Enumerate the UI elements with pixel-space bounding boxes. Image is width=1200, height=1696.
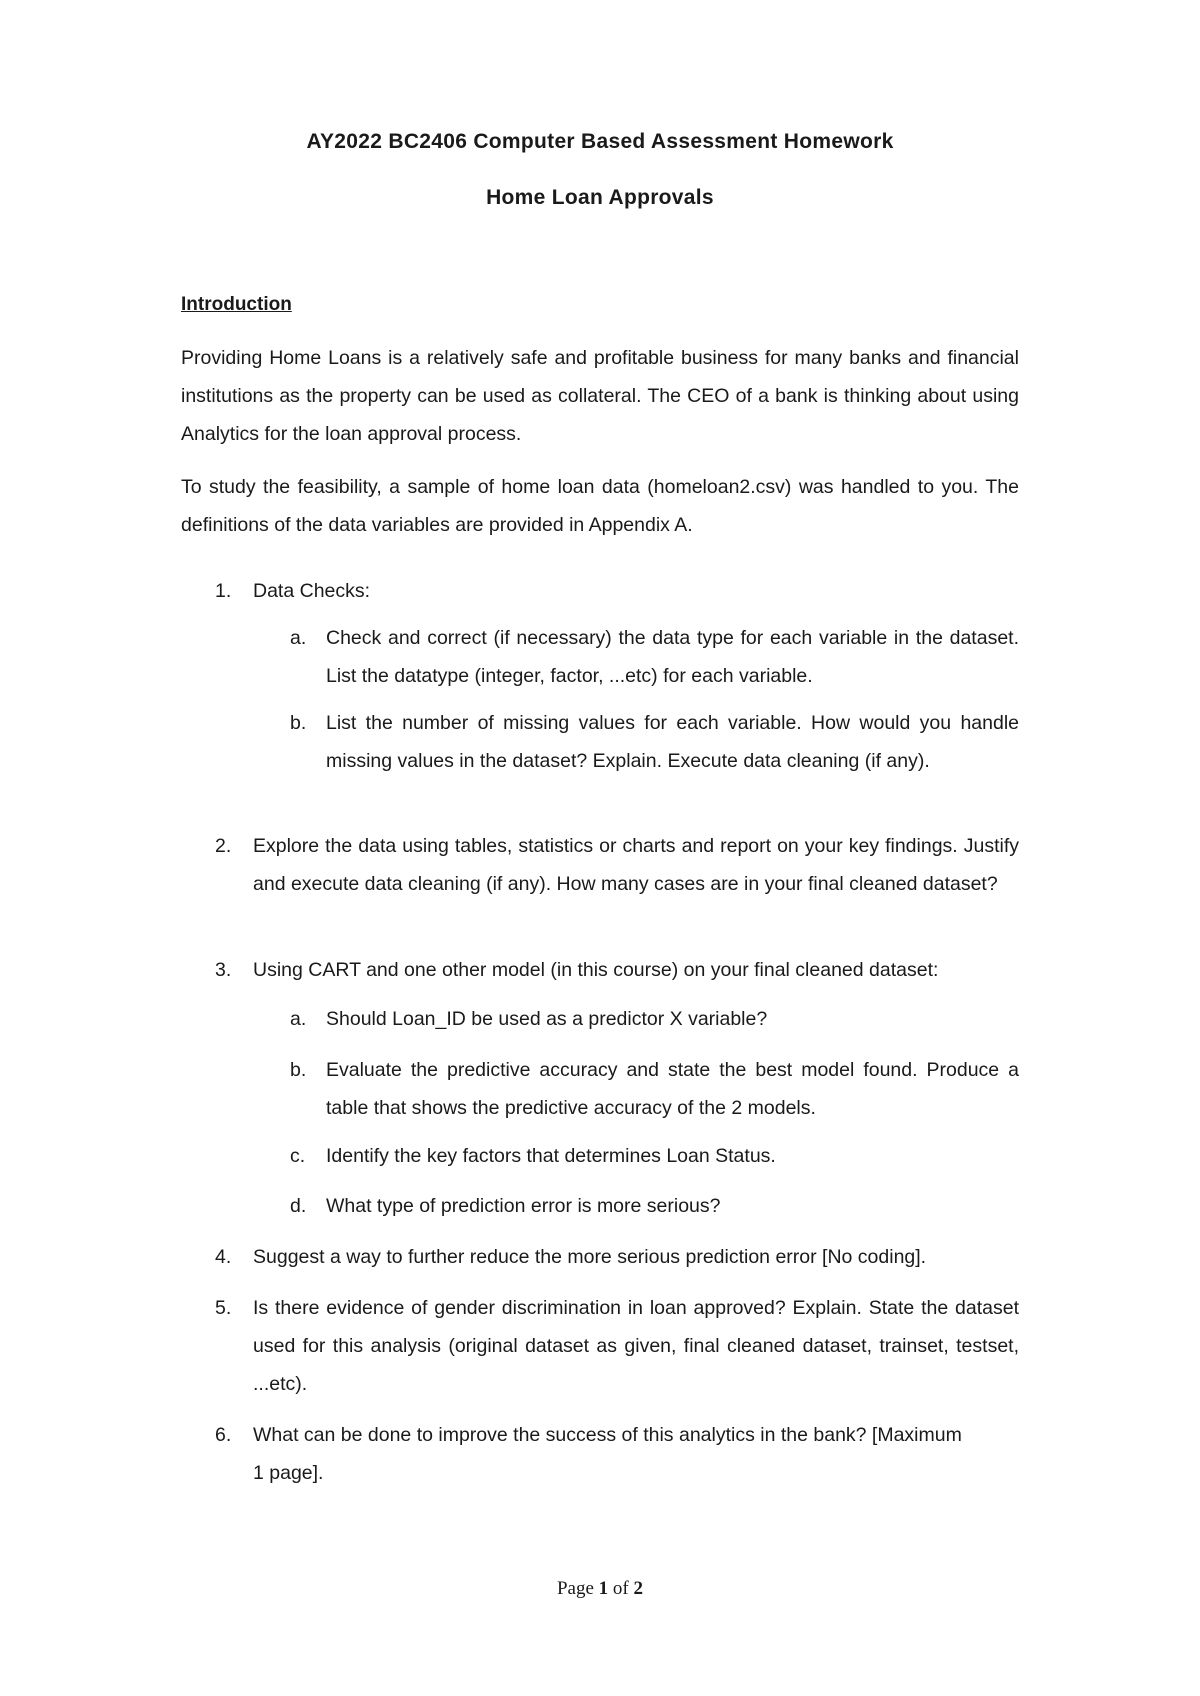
question-number: 5. xyxy=(215,1297,232,1319)
question-text: What can be done to improve the success of this analytics in the bank? [Maximum 1 page]. xyxy=(253,1424,962,1484)
subquestion-letter: b. xyxy=(290,712,307,734)
question-number: 4. xyxy=(215,1246,232,1268)
question-number: 1. xyxy=(215,580,232,602)
intro-paragraph-2: To study the feasibility, a sample of home loan data (homeloan2.csv) was handled to you. The definitions of the data variables are provided in Appendix A. xyxy=(181,476,1019,536)
subquestion-letter: c. xyxy=(290,1145,306,1167)
page-footer xyxy=(0,1578,1200,1600)
question-text: Using CART and one other model (in this course) on your final cleaned dataset: xyxy=(253,959,939,981)
page-word: Page xyxy=(556,1578,594,1599)
page-total: 2 xyxy=(633,1578,643,1599)
subquestion-letter: a. xyxy=(290,627,307,649)
question-text: Suggest a way to further reduce the more serious prediction error [No coding]. xyxy=(253,1246,927,1268)
question-number: 6. xyxy=(215,1424,232,1446)
section-heading-introduction: Introduction xyxy=(181,294,292,315)
subquestion-text: List the number of missing values for each variable. How would you handle missing values in the dataset? Explain. Execute data cleaning (if any). xyxy=(326,712,1019,772)
question-text: Is there evidence of gender discrimination in loan approved? Explain. State the dataset used for this analysis (original dataset as given, final cleaned dataset, trainset, testset, ...etc). xyxy=(253,1297,1019,1395)
question-text: Explore the data using tables, statistics or charts and report on your key findings. Justify and execute data cleaning (if any). How many cases are in your final cleaned dataset? xyxy=(253,835,1019,895)
subquestion-letter: d. xyxy=(290,1195,307,1217)
subquestion-text: Identify the key factors that determines Loan Status. xyxy=(326,1145,776,1167)
page-number: 1 xyxy=(598,1578,609,1599)
subquestion-text: Evaluate the predictive accuracy and state the best model found. Produce a table that shows the predictive accuracy of the 2 models. xyxy=(326,1059,1019,1119)
document-subtitle: Home Loan Approvals xyxy=(486,186,714,209)
question-number: 3. xyxy=(215,959,232,981)
subquestion-letter: b. xyxy=(290,1059,307,1081)
question-text: Data Checks: xyxy=(253,580,371,602)
of-word: of xyxy=(612,1578,629,1599)
subquestion-text: Check and correct (if necessary) the data type for each variable in the dataset. List the datatype (integer, factor, ...etc) for each variable. xyxy=(326,627,1019,687)
question-number: 2. xyxy=(215,835,232,857)
subquestion-letter: a. xyxy=(290,1008,307,1030)
intro-paragraph-1: Providing Home Loans is a relatively safe and profitable business for many banks and financial institutions as the property can be used as collateral. The CEO of a bank is thinking about using Analytics for the loan approval process. xyxy=(181,347,1019,445)
subquestion-text: Should Loan_ID be used as a predictor X variable? xyxy=(326,1008,768,1030)
subquestion-text: What type of prediction error is more serious? xyxy=(326,1195,721,1217)
document-title: AY2022 BC2406 Computer Based Assessment Homework xyxy=(306,130,894,153)
